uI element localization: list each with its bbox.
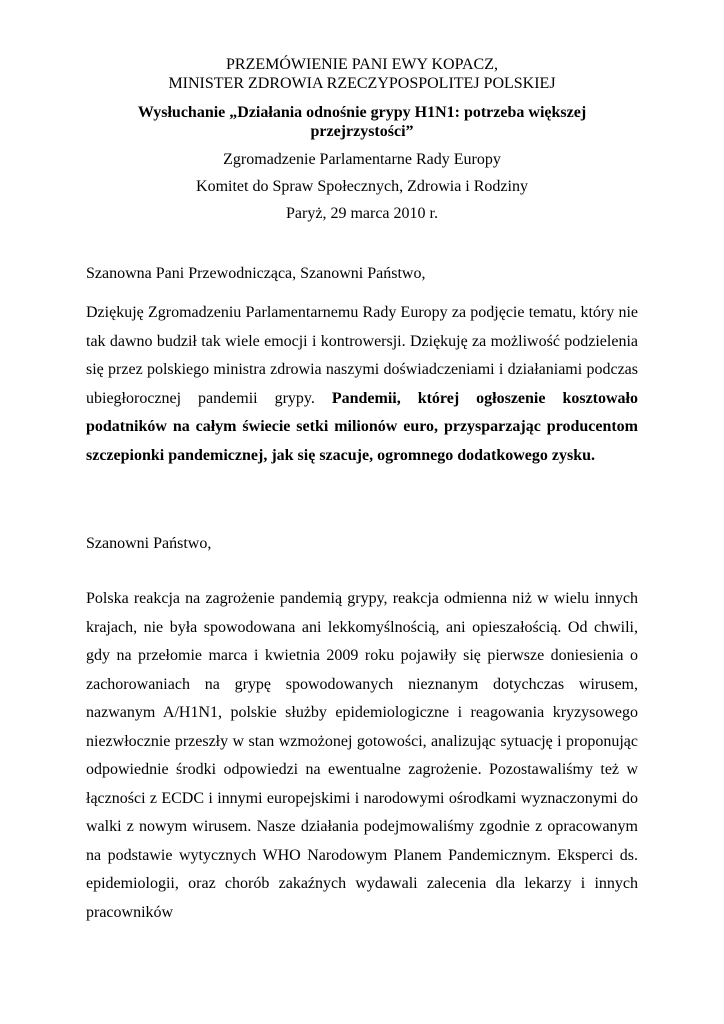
paragraph-1-normal: Dziękuję Zgromadzeniu Parlamentarnemu Rady Europy za podjęcie tematu, który nie tak dawno budził tak wiele emocji i kontrowersji. Dziękuję za możliwość podzielenia się przez polskiego ministra zdrowia naszymi doświadczeniami i działaniami podczas ubiegłorocznej pandemii grypy. <box>86 304 638 407</box>
speech-title <box>86 55 638 93</box>
hearing-title <box>86 103 638 141</box>
paragraph-1 <box>86 299 638 470</box>
salutation-2: Szanowni Państwo, <box>86 535 212 552</box>
committee-name: Komitet do Spraw Społecznych, Zdrowia i Rodziny <box>196 178 528 195</box>
title-line-2: MINISTER ZDROWIA RZECZYPOSPOLITEJ POLSKIEJ <box>168 75 556 92</box>
salutation-1: Szanowna Pani Przewodnicząca, Szanowni Państwo, <box>86 265 426 282</box>
place-date: Paryż, 29 marca 2010 r. <box>286 205 438 222</box>
assembly-name: Zgromadzenie Parlamentarne Rady Europy <box>223 151 501 168</box>
title-line-1: PRZEMÓWIENIE PANI EWY KOPACZ, <box>226 56 498 73</box>
paragraph-2: Polska reakcja na zagrożenie pandemią grypy, reakcja odmienna niż w wielu innych krajach, nie była spowodowana ani lekkomyślnością, ani opieszałością. Od chwili, gdy na przełomie marca i kwietnia 2009 roku pojawiły się pierwsze doniesienia o zachorowaniach na grypę spowodowanych nieznanym dotychczas wirusem, nazwanym A/H1N1, polskie służby epidemiologiczne i reagowania kryzysowego niezwłocznie przeszły w stan wzmożonej gotowości, analizując sytuację i proponując odpowiednie środki odpowiedzi na ewentualne zagrożenie. Pozostawaliśmy też w łączności z ECDC i innymi europejskimi i narodowymi ośrodkami wyznaczonymi do walki z nowym wirusem. Nasze działania podejmowaliśmy zgodnie z opracowanym na podstawie wytycznych WHO Narodowym Planem Pandemicznym. Eksperci ds. epidemiologii, oraz chorób zakaźnych wydawali zalecenia dla lekarzy i innych pracowników <box>86 590 638 921</box>
paragraph-1-bold: Pandemii, której ogłoszenie kosztowało podatników na całym świecie setki milionów euro, przysparzając producentom szczepionki pandemicznej, jak się szacuje, ogromnego dodatkowego zysku. <box>86 389 638 464</box>
hearing-line-2: przejrzystości” <box>310 123 414 140</box>
hearing-line-1: Wysłuchanie „Działania odnośnie grypy H1N1: potrzeba większej <box>137 104 587 121</box>
